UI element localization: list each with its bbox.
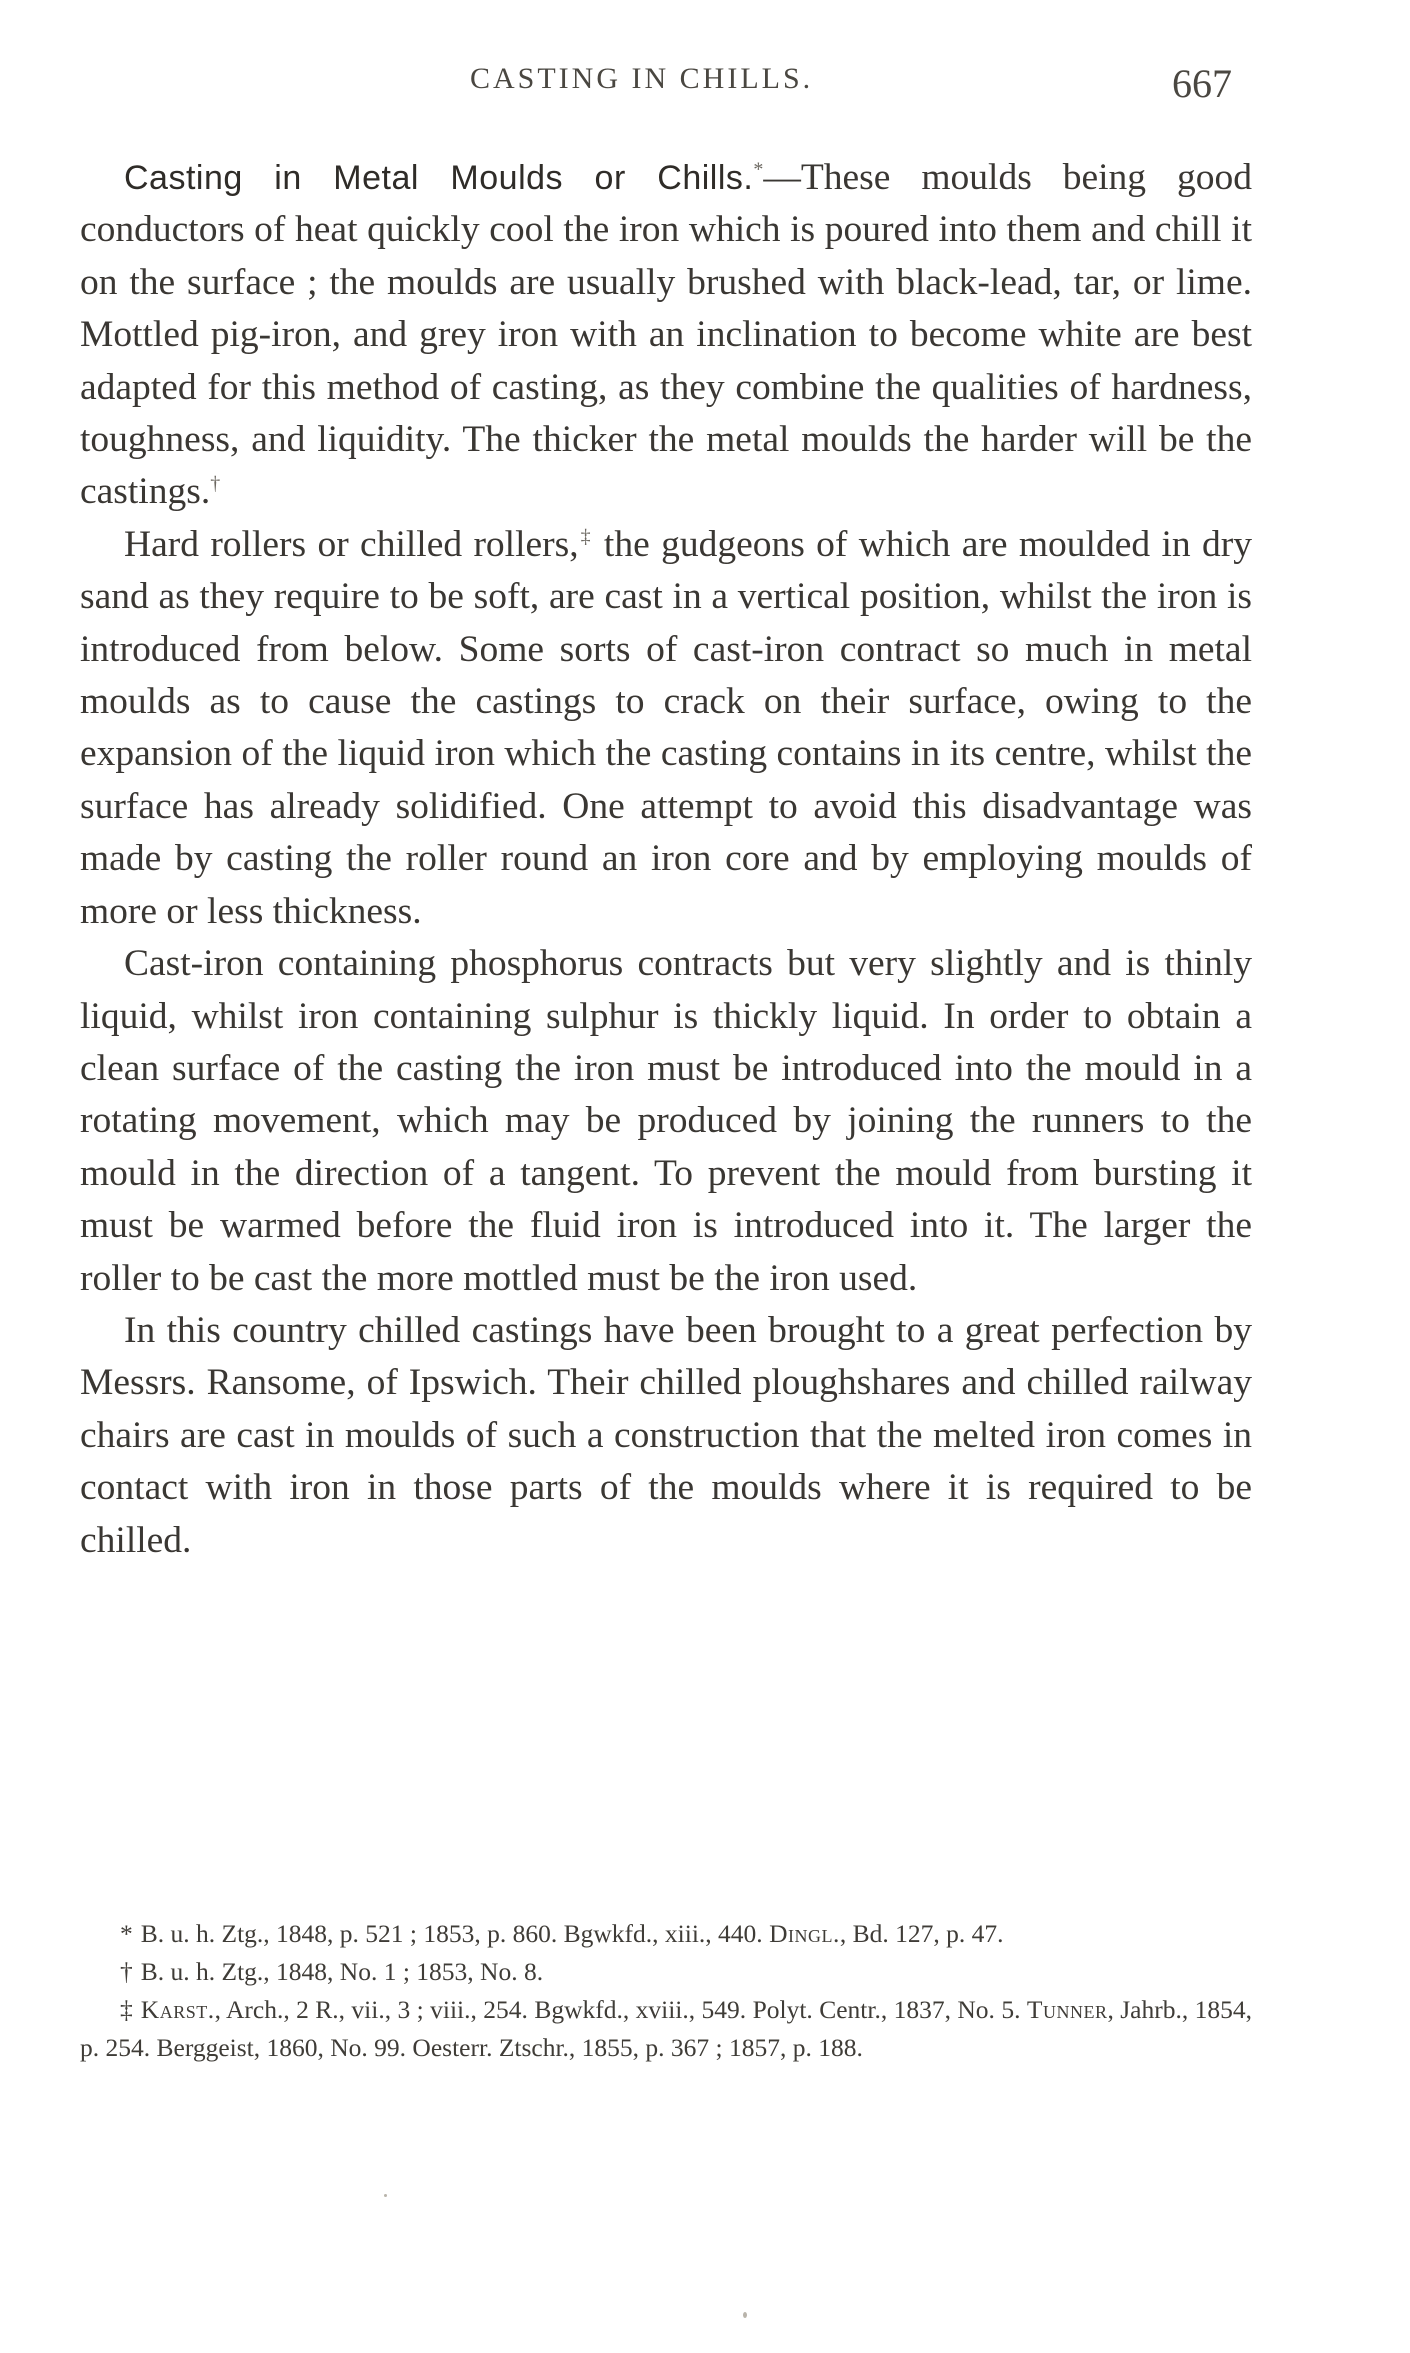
paragraph-1: [80, 152, 1252, 519]
footnote-2: [80, 1953, 1252, 1991]
main-text: [80, 152, 1252, 1567]
footnote-1: [80, 1915, 1252, 1953]
footnote-1-text-a: B. u. h. Ztg., 1848, p. 521 ; 1853, p. 860. Bgwkfd., xiii., 440.: [140, 1919, 770, 1948]
footnote-ref-star[interactable]: *: [753, 158, 764, 181]
footnote-3: [80, 1991, 1252, 2067]
footnote-3-text-b: , Jahrb., 1854, p. 254. Berggeist, 1860, No. 99. Oesterr. Ztschr., 1855, p. 367 ; 1857, p. 188.: [80, 1995, 1252, 2062]
footnote-ref-dagger[interactable]: †: [210, 472, 221, 495]
footnote-3-text-a: , Arch., 2 R., vii., 3 ; viii., 254. Bgwkfd., xviii., 549. Polyt. Centr., 1837, No. 5.: [214, 1995, 1027, 2024]
footnote-3-author-2: Tunner: [1026, 1995, 1108, 2024]
footnote-3-mark: ‡: [120, 1995, 133, 2024]
footnotes: [80, 1915, 1252, 2067]
paragraph-4: In this country chilled castings have been brought to a great perfection by Messrs. Ransome, of Ipswich. Their chilled ploughshares and chilled railway chairs are cast in moulds of such a construction that the melted iron comes in contact with iron in those parts of the moulds where it is required to be chilled.: [80, 1309, 1252, 1561]
paragraph-2: [80, 519, 1252, 938]
footnote-1-author: Dingl.: [769, 1919, 840, 1948]
footnote-1-text-b: , Bd. 127, p. 47.: [839, 1919, 1004, 1948]
paper-speck: [743, 2312, 747, 2318]
section-heading: Casting in Metal Moulds or Chills.: [124, 159, 754, 197]
running-title: CASTING IN CHILLS.: [470, 62, 814, 95]
paragraph-3: Cast-iron containing phosphorus contracts but very slightly and is thinly liquid, whilst iron containing sulphur is thickly liquid. In order to obtain a clean surface of the casting the iron must be introduced into the mould in a rotating movement, which may be produced by joining the runners to the mould in the direction of a tangent. To prevent the mould from bursting it must be warmed before the fluid iron is introduced into it. The larger the roller to be cast the more mottled must be the iron used.: [80, 943, 1252, 1299]
paper-speck: [384, 2194, 387, 2197]
footnote-3-author-1: Karst.: [140, 1995, 215, 2024]
paragraph-2-text-a: Hard rollers or chilled rollers,: [124, 523, 579, 565]
footnote-1-mark: *: [120, 1919, 133, 1948]
footnote-2-mark: †: [120, 1957, 133, 1986]
page-number: 667: [1172, 61, 1232, 106]
footnote-2-text: B. u. h. Ztg., 1848, No. 1 ; 1853, No. 8.: [140, 1957, 544, 1986]
paragraph-1-text: —These moulds being good conductors of heat quickly cool the iron which is poured into them and chill it on the surface ; the moulds are usually brushed with black-lead, tar, or lime. Mottled pig-iron, and grey iron with an inclination to become white are best adapted for this method of casting, as they combine the qualities of hardness, toughness, and liquidity. The thicker the metal moulds the harder will be the castings.: [80, 157, 1252, 513]
paragraph-2-text-b: the gudgeons of which are moulded in dry sand as they require to be soft, are cast in a vertical position, whilst the iron is introduced from below. Some sorts of cast-iron contract so much in metal moulds as to cause the castings to crack on their surface, owing to the expansion of the liquid iron which the casting contains in its centre, whilst the surface has already solidified. One attempt to avoid this disadvantage was made by casting the roller round an iron core and by employing moulds of more or less thickness.: [80, 523, 1252, 932]
footnote-ref-double-dagger[interactable]: ‡: [578, 525, 593, 548]
